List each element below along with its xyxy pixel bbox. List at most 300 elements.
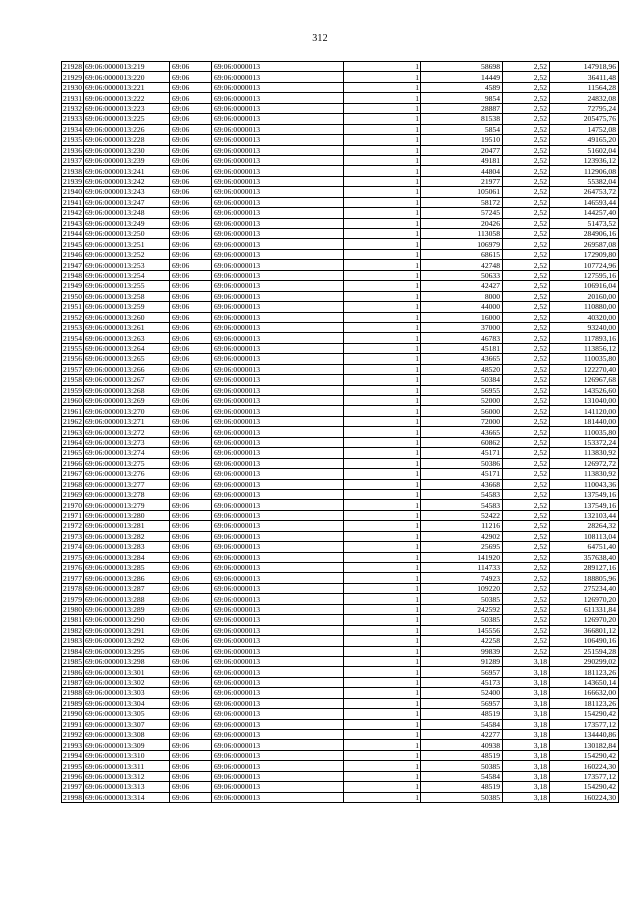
area-cell: 50633 — [421, 270, 503, 280]
cadastral-value-cell: 143650,14 — [550, 677, 619, 687]
rate-cell: 3,18 — [503, 688, 550, 698]
cadastral-value-cell: 113830,92 — [550, 469, 619, 479]
rate-cell: 2,52 — [503, 510, 550, 520]
area-cell: 91289 — [421, 656, 503, 666]
table-row — [62, 667, 619, 677]
area-cell: 50386 — [421, 458, 503, 468]
district-code-cell: 69:06 — [170, 197, 212, 207]
cadastral-value-cell: 181440,00 — [550, 416, 619, 426]
cadastral-number-cell: 69:06:0000013:280 — [84, 510, 170, 520]
rate-cell: 2,52 — [503, 636, 550, 646]
quantity-cell: 1 — [344, 542, 421, 552]
rate-cell: 2,52 — [503, 145, 550, 155]
cadastral-number-cell: 69:06:0000013:314 — [84, 792, 170, 802]
district-code-cell: 69:06 — [170, 260, 212, 270]
table-row — [62, 563, 619, 573]
rate-cell: 2,52 — [503, 469, 550, 479]
row-number-cell: 21956 — [63, 354, 82, 364]
cadastral-number-cell: 69:06:0000013:230 — [84, 145, 170, 155]
table-row — [62, 573, 619, 583]
quantity-cell: 1 — [344, 124, 421, 134]
district-code-cell: 69:06 — [170, 124, 212, 134]
table-row — [62, 625, 619, 635]
cadastral-value-cell: 110043,36 — [550, 479, 619, 489]
rate-cell: 2,52 — [503, 573, 550, 583]
cadastral-number-cell: 69:06:0000013:290 — [84, 615, 170, 625]
table-row — [62, 396, 619, 406]
quantity-cell: 1 — [344, 82, 421, 92]
row-number-cell: 21989 — [63, 698, 82, 708]
quantity-cell: 1 — [344, 281, 421, 291]
cadastral-value-cell: 154290,42 — [550, 782, 619, 792]
quantity-cell: 1 — [344, 322, 421, 332]
row-number-cell: 21958 — [63, 375, 82, 385]
table-row — [62, 208, 619, 218]
row-number-cell: 21953 — [63, 323, 82, 333]
district-code-cell: 69:06 — [170, 469, 212, 479]
quantity-cell: 1 — [344, 479, 421, 489]
area-cell: 105061 — [421, 187, 503, 197]
cadastral-number-cell: 69:06:0000013:251 — [84, 239, 170, 249]
cadastral-number-cell: 69:06:0000013:239 — [84, 155, 170, 165]
quantity-cell: 1 — [344, 615, 421, 625]
cadastral-value-cell: 205475,76 — [550, 114, 619, 124]
cadastral-value-cell: 51473,52 — [550, 218, 619, 228]
rate-cell: 3,18 — [503, 761, 550, 771]
cadastral-number-cell: 69:06:0000013:269 — [84, 396, 170, 406]
cadastral-quarter-cell: 69:06:0000013 — [212, 72, 344, 82]
cadastral-quarter-cell: 69:06:0000013 — [212, 656, 344, 666]
row-number-cell: 21964 — [63, 437, 82, 447]
area-cell: 21977 — [421, 176, 503, 186]
row-number-cell: 21954 — [63, 333, 82, 343]
cadastral-number-cell: 69:06:0000013:289 — [84, 604, 170, 614]
cadastral-number-cell: 69:06:0000013:275 — [84, 458, 170, 468]
cadastral-quarter-cell: 69:06:0000013 — [212, 709, 344, 719]
cadastral-value-cell: 72795,24 — [550, 103, 619, 113]
rate-cell: 3,18 — [503, 667, 550, 677]
quantity-cell: 1 — [344, 385, 421, 395]
quantity-cell: 1 — [344, 521, 421, 531]
cadastral-number-cell: 69:06:0000013:249 — [84, 218, 170, 228]
district-code-cell: 69:06 — [170, 187, 212, 197]
cadastral-quarter-cell: 69:06:0000013 — [212, 375, 344, 385]
table-row — [62, 239, 619, 249]
cadastral-quarter-cell: 69:06:0000013 — [212, 260, 344, 270]
cadastral-number-cell: 69:06:0000013:301 — [84, 667, 170, 677]
row-number-cell: 21940 — [63, 187, 82, 197]
area-cell: 54584 — [421, 719, 503, 729]
cadastral-value-cell: 117893,16 — [550, 333, 619, 343]
district-code-cell: 69:06 — [170, 448, 212, 458]
cadastral-value-cell: 20160,00 — [550, 291, 619, 301]
quantity-cell: 1 — [344, 552, 421, 562]
area-cell: 57245 — [421, 208, 503, 218]
cadastral-quarter-cell: 69:06:0000013 — [212, 636, 344, 646]
quantity-cell: 1 — [344, 270, 421, 280]
page-number: 312 — [312, 33, 328, 44]
row-number-cell: 21934 — [63, 124, 82, 134]
area-cell: 56000 — [421, 406, 503, 416]
cadastral-value-table — [61, 61, 619, 803]
rate-cell: 2,52 — [503, 542, 550, 552]
cadastral-number-cell: 69:06:0000013:248 — [84, 208, 170, 218]
area-cell: 45173 — [421, 677, 503, 687]
area-cell: 43665 — [421, 427, 503, 437]
district-code-cell: 69:06 — [170, 416, 212, 426]
cadastral-quarter-cell: 69:06:0000013 — [212, 479, 344, 489]
quantity-cell: 1 — [344, 677, 421, 687]
cadastral-number-cell: 69:06:0000013:253 — [84, 260, 170, 270]
cadastral-quarter-cell: 69:06:0000013 — [212, 427, 344, 437]
cadastral-quarter-cell: 69:06:0000013 — [212, 270, 344, 280]
cadastral-value-cell: 284906,16 — [550, 229, 619, 239]
quantity-cell: 1 — [344, 604, 421, 614]
cadastral-quarter-cell: 69:06:0000013 — [212, 761, 344, 771]
cadastral-number-cell: 69:06:0000013:259 — [84, 302, 170, 312]
row-number-cell: 21998 — [63, 792, 82, 802]
table-body — [62, 62, 619, 803]
table-row — [62, 469, 619, 479]
cadastral-number-cell: 69:06:0000013:255 — [84, 281, 170, 291]
cadastral-value-cell: 36411,48 — [550, 72, 619, 82]
rate-cell: 3,18 — [503, 698, 550, 708]
quantity-cell: 1 — [344, 573, 421, 583]
cadastral-quarter-cell: 69:06:0000013 — [212, 343, 344, 353]
cadastral-number-cell: 69:06:0000013:271 — [84, 416, 170, 426]
area-cell: 109220 — [421, 583, 503, 593]
quantity-cell: 1 — [344, 531, 421, 541]
quantity-cell: 1 — [344, 93, 421, 103]
rate-cell: 2,52 — [503, 187, 550, 197]
row-number-cell: 21983 — [63, 636, 82, 646]
cadastral-value-cell: 126972,72 — [550, 458, 619, 468]
cadastral-number-cell: 69:06:0000013:313 — [84, 782, 170, 792]
district-code-cell: 69:06 — [170, 573, 212, 583]
table-row — [62, 249, 619, 259]
rate-cell: 2,52 — [503, 531, 550, 541]
district-code-cell: 69:06 — [170, 552, 212, 562]
cadastral-value-cell: 290299,02 — [550, 656, 619, 666]
area-cell: 48519 — [421, 750, 503, 760]
cadastral-value-cell: 113830,92 — [550, 448, 619, 458]
cadastral-value-cell: 173577,12 — [550, 719, 619, 729]
district-code-cell: 69:06 — [170, 270, 212, 280]
cadastral-value-cell: 11564,28 — [550, 82, 619, 92]
quantity-cell: 1 — [344, 229, 421, 239]
district-code-cell: 69:06 — [170, 103, 212, 113]
cadastral-number-cell: 69:06:0000013:260 — [84, 312, 170, 322]
cadastral-quarter-cell: 69:06:0000013 — [212, 281, 344, 291]
table-row — [62, 229, 619, 239]
cadastral-value-cell: 144257,40 — [550, 208, 619, 218]
area-cell: 43668 — [421, 479, 503, 489]
rate-cell: 2,52 — [503, 93, 550, 103]
table-row — [62, 698, 619, 708]
row-number-cell: 21959 — [63, 385, 82, 395]
cadastral-quarter-cell: 69:06:0000013 — [212, 469, 344, 479]
cadastral-value-cell: 131040,00 — [550, 396, 619, 406]
cadastral-number-cell: 69:06:0000013:276 — [84, 469, 170, 479]
quantity-cell: 1 — [344, 583, 421, 593]
cadastral-value-cell: 93240,00 — [550, 322, 619, 332]
quantity-cell: 1 — [344, 489, 421, 499]
district-code-cell: 69:06 — [170, 677, 212, 687]
area-cell: 52000 — [421, 396, 503, 406]
area-cell: 44000 — [421, 302, 503, 312]
area-cell: 56955 — [421, 385, 503, 395]
area-cell: 20426 — [421, 218, 503, 228]
area-cell: 81538 — [421, 114, 503, 124]
rate-cell: 2,52 — [503, 427, 550, 437]
area-cell: 114733 — [421, 563, 503, 573]
cadastral-number-cell: 69:06:0000013:291 — [84, 625, 170, 635]
table-row — [62, 176, 619, 186]
cadastral-number-cell: 69:06:0000013:223 — [84, 103, 170, 113]
cadastral-value-cell: 611331,84 — [550, 604, 619, 614]
cadastral-quarter-cell: 69:06:0000013 — [212, 135, 344, 145]
cadastral-quarter-cell: 69:06:0000013 — [212, 677, 344, 687]
row-number-cell: 21977 — [63, 573, 82, 583]
area-cell: 42277 — [421, 730, 503, 740]
area-cell: 37000 — [421, 322, 503, 332]
cadastral-number-cell: 69:06:0000013:284 — [84, 552, 170, 562]
rate-cell: 3,18 — [503, 750, 550, 760]
cadastral-number-cell: 69:06:0000013:279 — [84, 500, 170, 510]
cadastral-number-cell: 69:06:0000013:272 — [84, 427, 170, 437]
district-code-cell: 69:06 — [170, 93, 212, 103]
district-code-cell: 69:06 — [170, 761, 212, 771]
table-row — [62, 479, 619, 489]
cadastral-quarter-cell: 69:06:0000013 — [212, 124, 344, 134]
rate-cell: 3,18 — [503, 656, 550, 666]
cadastral-quarter-cell: 69:06:0000013 — [212, 239, 344, 249]
cadastral-quarter-cell: 69:06:0000013 — [212, 197, 344, 207]
rate-cell: 2,52 — [503, 333, 550, 343]
table-row — [62, 124, 619, 134]
cadastral-number-cell: 69:06:0000013:285 — [84, 563, 170, 573]
rate-cell: 2,52 — [503, 218, 550, 228]
cadastral-number-cell: 69:06:0000013:304 — [84, 698, 170, 708]
table-row — [62, 385, 619, 395]
quantity-cell: 1 — [344, 302, 421, 312]
cadastral-quarter-cell: 69:06:0000013 — [212, 249, 344, 259]
row-number-cell: 21957 — [63, 364, 82, 374]
area-cell: 8000 — [421, 291, 503, 301]
table-row — [62, 343, 619, 353]
rate-cell: 2,52 — [503, 364, 550, 374]
row-number-cell: 21968 — [63, 479, 82, 489]
cadastral-value-cell: 137549,16 — [550, 489, 619, 499]
district-code-cell: 69:06 — [170, 385, 212, 395]
area-cell: 48520 — [421, 364, 503, 374]
cadastral-quarter-cell: 69:06:0000013 — [212, 489, 344, 499]
area-cell: 50384 — [421, 375, 503, 385]
row-number-cell: 21992 — [63, 730, 82, 740]
cadastral-quarter-cell: 69:06:0000013 — [212, 155, 344, 165]
cadastral-quarter-cell: 69:06:0000013 — [212, 625, 344, 635]
row-number-cell: 21955 — [63, 344, 82, 354]
area-cell: 40938 — [421, 740, 503, 750]
quantity-cell: 1 — [344, 688, 421, 698]
cadastral-quarter-cell: 69:06:0000013 — [212, 82, 344, 92]
rate-cell: 2,52 — [503, 322, 550, 332]
district-code-cell: 69:06 — [170, 343, 212, 353]
rate-cell: 2,52 — [503, 406, 550, 416]
cadastral-value-cell: 14752,08 — [550, 124, 619, 134]
rate-cell: 2,52 — [503, 343, 550, 353]
table-row — [62, 552, 619, 562]
cadastral-value-cell: 49165,20 — [550, 135, 619, 145]
area-cell: 52422 — [421, 510, 503, 520]
quantity-cell: 1 — [344, 740, 421, 750]
cadastral-quarter-cell: 69:06:0000013 — [212, 103, 344, 113]
table-row — [62, 437, 619, 447]
table-row — [62, 375, 619, 385]
table-row — [62, 82, 619, 92]
quantity-cell: 1 — [344, 500, 421, 510]
district-code-cell: 69:06 — [170, 375, 212, 385]
rate-cell: 2,52 — [503, 458, 550, 468]
table-row — [62, 489, 619, 499]
cadastral-value-cell: 357638,40 — [550, 552, 619, 562]
district-code-cell: 69:06 — [170, 625, 212, 635]
cadastral-quarter-cell: 69:06:0000013 — [212, 688, 344, 698]
cadastral-quarter-cell: 69:06:0000013 — [212, 573, 344, 583]
cadastral-value-cell: 130182,84 — [550, 740, 619, 750]
district-code-cell: 69:06 — [170, 145, 212, 155]
area-cell: 45171 — [421, 448, 503, 458]
district-code-cell: 69:06 — [170, 615, 212, 625]
cadastral-value-cell: 181123,26 — [550, 698, 619, 708]
quantity-cell: 1 — [344, 333, 421, 343]
cadastral-value-cell: 106490,16 — [550, 636, 619, 646]
cadastral-quarter-cell: 69:06:0000013 — [212, 396, 344, 406]
area-cell: 49181 — [421, 155, 503, 165]
rate-cell: 3,18 — [503, 782, 550, 792]
rate-cell: 2,52 — [503, 103, 550, 113]
rate-cell: 2,52 — [503, 448, 550, 458]
row-number-cell: 21967 — [63, 469, 82, 479]
quantity-cell: 1 — [344, 709, 421, 719]
district-code-cell: 69:06 — [170, 82, 212, 92]
cadastral-quarter-cell: 69:06:0000013 — [212, 782, 344, 792]
quantity-cell: 1 — [344, 594, 421, 604]
cadastral-number-cell: 69:06:0000013:292 — [84, 636, 170, 646]
table-row — [62, 709, 619, 719]
rate-cell: 3,18 — [503, 709, 550, 719]
district-code-cell: 69:06 — [170, 239, 212, 249]
district-code-cell: 69:06 — [170, 364, 212, 374]
district-code-cell: 69:06 — [170, 479, 212, 489]
table-row — [62, 458, 619, 468]
row-number-cell: 21947 — [63, 260, 82, 270]
rate-cell: 2,52 — [503, 72, 550, 82]
cadastral-quarter-cell: 69:06:0000013 — [212, 406, 344, 416]
cadastral-quarter-cell: 69:06:0000013 — [212, 667, 344, 677]
cadastral-number-cell: 69:06:0000013:222 — [84, 93, 170, 103]
row-number-cell: 21971 — [63, 511, 82, 521]
table-row — [62, 771, 619, 781]
rate-cell: 2,52 — [503, 500, 550, 510]
row-number-cell: 21993 — [63, 740, 82, 750]
district-code-cell: 69:06 — [170, 583, 212, 593]
table-row — [62, 416, 619, 426]
district-code-cell: 69:06 — [170, 719, 212, 729]
row-number-cell: 21978 — [63, 584, 82, 594]
quantity-cell: 1 — [344, 625, 421, 635]
row-number-cell: 21930 — [63, 83, 82, 93]
row-number-cell: 21976 — [63, 563, 82, 573]
district-code-cell: 69:06 — [170, 406, 212, 416]
quantity-cell: 1 — [344, 208, 421, 218]
table-row — [62, 312, 619, 322]
table-row — [62, 782, 619, 792]
row-number-cell: 21975 — [63, 552, 82, 562]
cadastral-quarter-cell: 69:06:0000013 — [212, 771, 344, 781]
district-code-cell: 69:06 — [170, 667, 212, 677]
cadastral-number-cell: 69:06:0000013:250 — [84, 229, 170, 239]
table-row — [62, 677, 619, 687]
table-row — [62, 406, 619, 416]
cadastral-value-cell: 126967,68 — [550, 375, 619, 385]
rate-cell: 2,52 — [503, 521, 550, 531]
cadastral-value-cell: 366801,12 — [550, 625, 619, 635]
rate-cell: 2,52 — [503, 124, 550, 134]
cadastral-number-cell: 69:06:0000013:308 — [84, 730, 170, 740]
rate-cell: 3,18 — [503, 730, 550, 740]
rate-cell: 2,52 — [503, 302, 550, 312]
area-cell: 42902 — [421, 531, 503, 541]
row-number-cell: 21963 — [63, 427, 82, 437]
cadastral-number-cell: 69:06:0000013:254 — [84, 270, 170, 280]
rate-cell: 2,52 — [503, 229, 550, 239]
quantity-cell: 1 — [344, 354, 421, 364]
row-number-cell: 21950 — [63, 291, 82, 301]
cadastral-number-cell: 69:06:0000013:220 — [84, 72, 170, 82]
cadastral-value-cell: 126970,20 — [550, 594, 619, 604]
quantity-cell: 1 — [344, 155, 421, 165]
row-number-cell: 21932 — [63, 103, 82, 113]
cadastral-value-cell: 146593,44 — [550, 197, 619, 207]
area-cell: 45171 — [421, 469, 503, 479]
area-cell: 48519 — [421, 709, 503, 719]
cadastral-value-cell: 112906,08 — [550, 166, 619, 176]
row-number-cell: 21952 — [63, 312, 82, 322]
quantity-cell: 1 — [344, 792, 421, 802]
rate-cell: 2,52 — [503, 312, 550, 322]
row-number-cell: 21951 — [63, 302, 82, 312]
table-row — [62, 62, 619, 72]
district-code-cell: 69:06 — [170, 782, 212, 792]
district-code-cell: 69:06 — [170, 458, 212, 468]
row-number-cell: 21929 — [63, 72, 82, 82]
cadastral-quarter-cell: 69:06:0000013 — [212, 521, 344, 531]
district-code-cell: 69:06 — [170, 521, 212, 531]
area-cell: 11216 — [421, 521, 503, 531]
rate-cell: 2,52 — [503, 208, 550, 218]
district-code-cell: 69:06 — [170, 510, 212, 520]
cadastral-number-cell: 69:06:0000013:261 — [84, 322, 170, 332]
row-number-cell: 21995 — [63, 761, 82, 771]
area-cell: 106979 — [421, 239, 503, 249]
quantity-cell: 1 — [344, 72, 421, 82]
district-code-cell: 69:06 — [170, 427, 212, 437]
area-cell: 72000 — [421, 416, 503, 426]
cadastral-number-cell: 69:06:0000013:219 — [84, 62, 170, 72]
cadastral-number-cell: 69:06:0000013:277 — [84, 479, 170, 489]
cadastral-value-cell: 181123,26 — [550, 667, 619, 677]
